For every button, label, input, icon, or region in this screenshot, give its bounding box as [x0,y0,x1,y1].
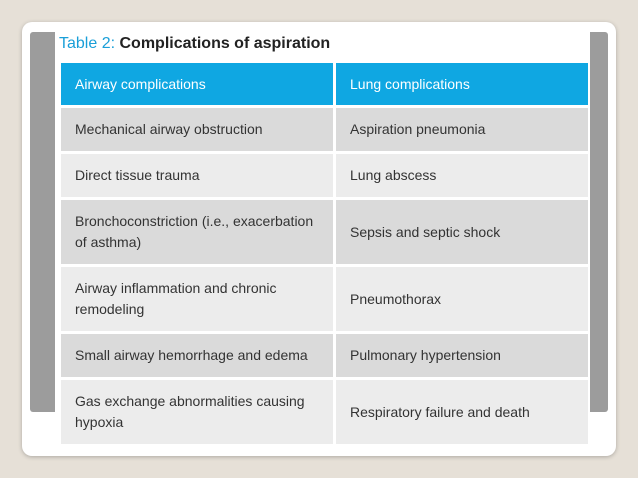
airway-cell: Gas exchange abnormalities causing hypoxia [61,380,333,444]
table-title-main: Complications of aspiration [119,35,331,52]
airway-cell: Airway inflammation and chronic remodeling [61,267,333,331]
complications-table [58,60,591,447]
header-airway-complications: Airway complications [61,63,333,105]
table-row [61,200,588,264]
table-row [61,108,588,151]
table-row [61,380,588,444]
table-panel [55,30,590,446]
table-row [61,334,588,377]
lung-cell: Aspiration pneumonia [336,108,588,151]
table-header-row [61,63,588,105]
airway-cell: Mechanical airway obstruction [61,108,333,151]
airway-cell: Direct tissue trauma [61,154,333,197]
lung-cell: Sepsis and septic shock [336,200,588,264]
lung-cell: Lung abscess [336,154,588,197]
airway-cell: Bronchoconstriction (i.e., exacerbation of asthma) [61,200,333,264]
airway-cell: Small airway hemorrhage and edema [61,334,333,377]
header-lung-complications: Lung complications [336,63,588,105]
table-row [61,154,588,197]
lung-cell: Pneumothorax [336,267,588,331]
table-title [59,34,330,54]
table-title-prefix: Table 2: [59,35,116,52]
table-row [61,267,588,331]
lung-cell: Respiratory failure and death [336,380,588,444]
lung-cell: Pulmonary hypertension [336,334,588,377]
